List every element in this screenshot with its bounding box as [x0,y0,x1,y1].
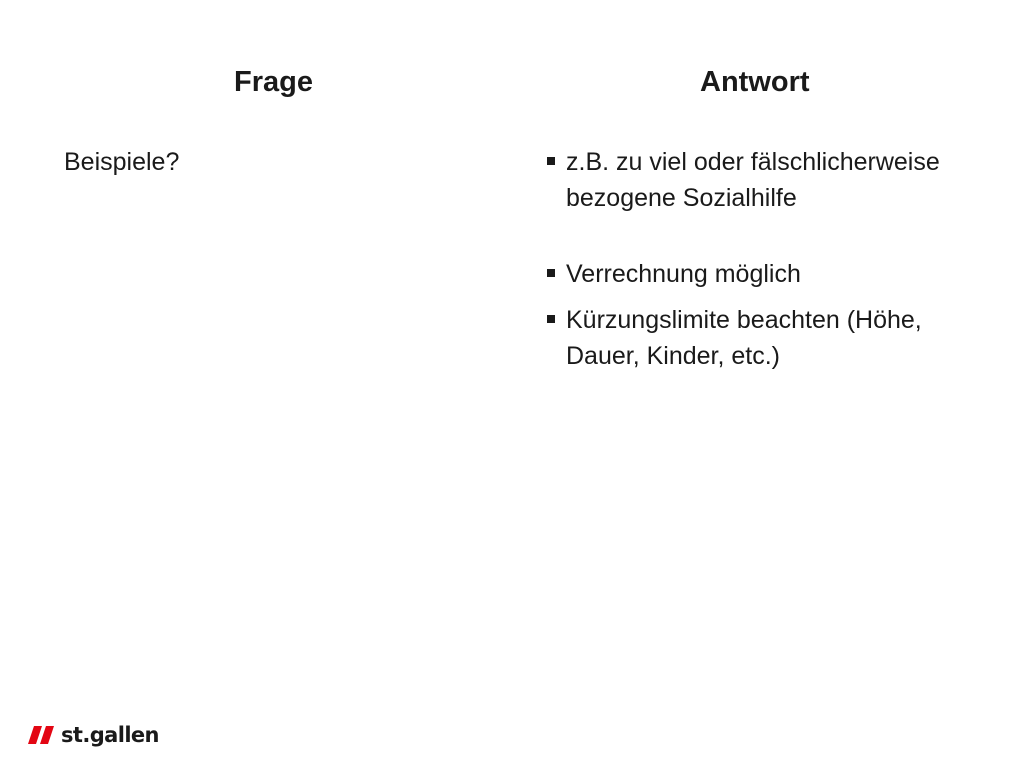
logo-text: st.gallen [61,723,159,747]
square-bullet-icon [547,157,555,165]
stgallen-logo [28,718,159,752]
square-bullet-icon [547,269,555,277]
square-bullet-icon [547,315,555,323]
answer-item [546,256,986,292]
answer-text: Verrechnung möglich [566,260,801,288]
answer-list [546,144,986,374]
red-slash-logo-mark-icon [28,726,58,744]
answer-text: z.B. zu viel oder fälschlicherweise bezogene Sozialhilfe [566,148,940,212]
answer-item [546,144,986,216]
question-text: Beispiele? [64,148,180,176]
answer-text: Kürzungslimite beachten (Höhe, Dauer, Kinder, etc.) [566,306,922,370]
answer-item [546,302,986,374]
heading-frage: Frage [234,66,313,98]
heading-antwort: Antwort [700,66,810,98]
